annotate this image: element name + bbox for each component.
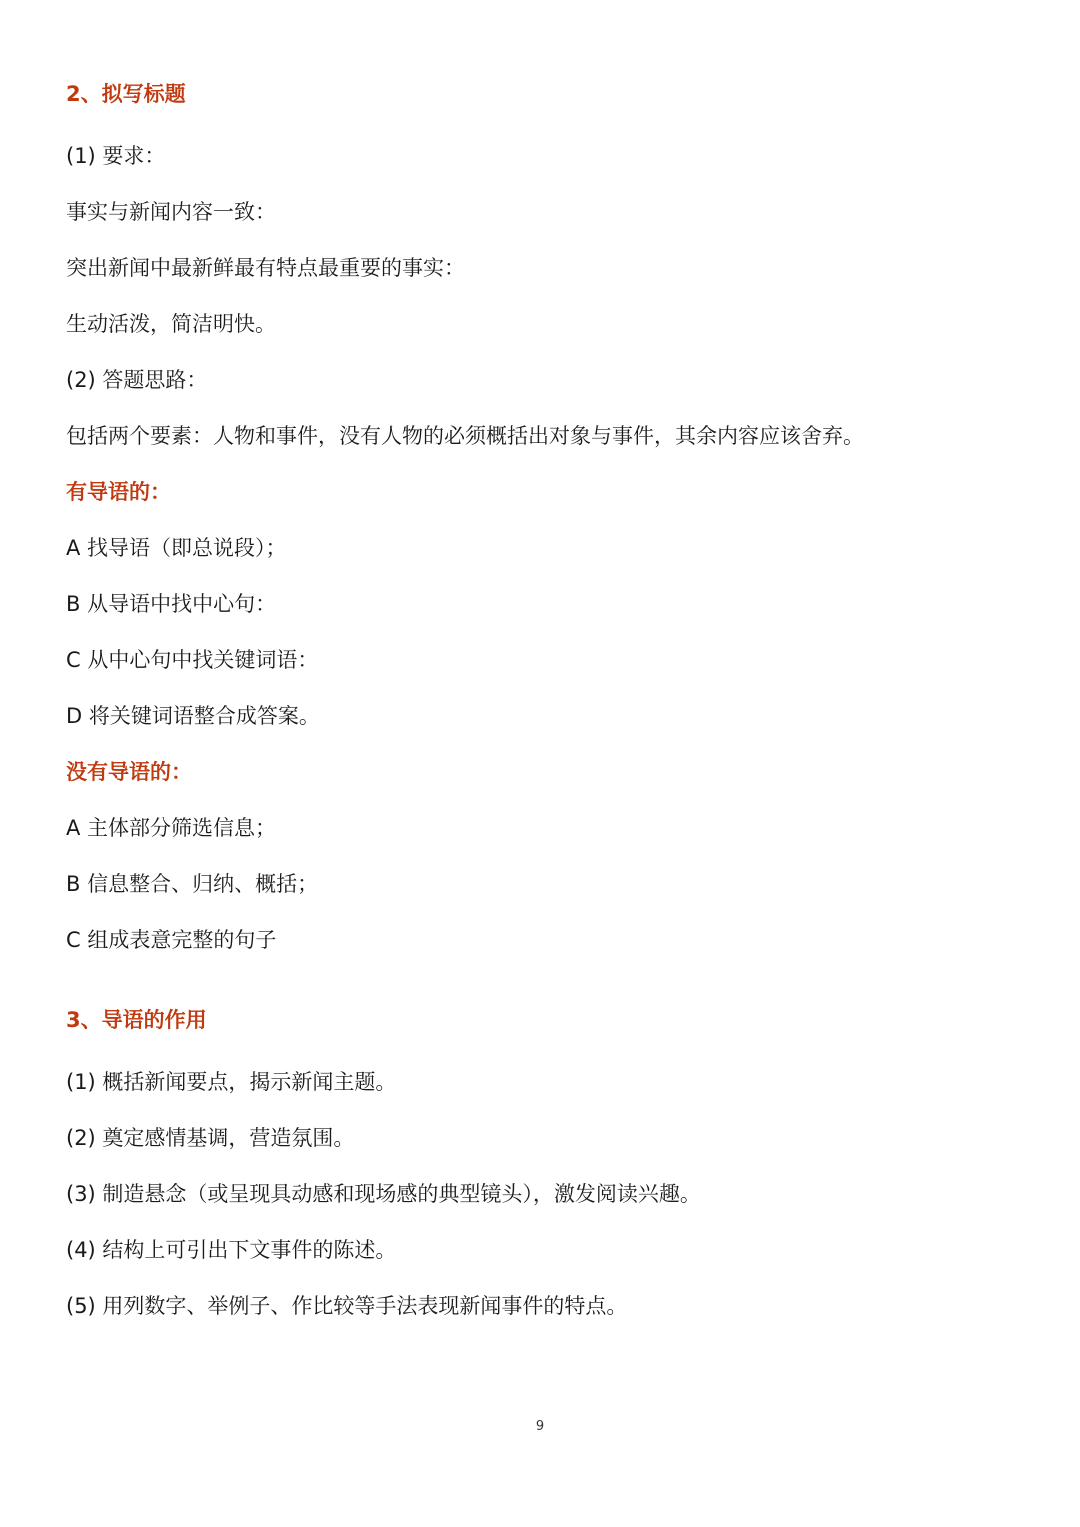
- with-lead-step-d: D 将关键词语整合成答案。: [66, 704, 320, 728]
- approach-label: (2) 答题思路：: [66, 368, 208, 392]
- section-2-heading: 2、拟写标题: [66, 82, 186, 106]
- requirement-item-1: 事实与新闻内容一致：: [66, 200, 276, 224]
- without-lead-heading: 没有导语的：: [66, 760, 192, 784]
- with-lead-heading: 有导语的：: [66, 480, 171, 504]
- without-lead-step-c: C 组成表意完整的句子: [66, 928, 277, 952]
- requirement-item-3: 生动活泼，简洁明快。: [66, 312, 276, 336]
- requirements-label: (1) 要求：: [66, 144, 166, 168]
- requirement-item-2: 突出新闻中最新鲜最有特点最重要的事实：: [66, 256, 465, 280]
- with-lead-step-c: C 从中心句中找关键词语：: [66, 648, 319, 672]
- without-lead-step-b: B 信息整合、归纳、概括；: [66, 872, 319, 896]
- lead-function-item-5: (5) 用列数字、举例子、作比较等手法表现新闻事件的特点。: [66, 1294, 628, 1318]
- page-number: 9: [535, 1419, 545, 1434]
- lead-function-item-4: (4) 结构上可引出下文事件的陈述。: [66, 1238, 397, 1262]
- without-lead-step-a: A 主体部分筛选信息；: [66, 816, 277, 840]
- with-lead-step-b: B 从导语中找中心句：: [66, 592, 277, 616]
- section-3-heading: 3、导语的作用: [66, 1008, 207, 1032]
- lead-function-item-1: (1) 概括新闻要点，揭示新闻主题。: [66, 1070, 397, 1094]
- lead-function-item-2: (2) 奠定感情基调，营造氛围。: [66, 1126, 355, 1150]
- with-lead-step-a: A 找导语（即总说段）；: [66, 536, 287, 560]
- lead-function-item-3: (3) 制造悬念（或呈现具动感和现场感的典型镜头），激发阅读兴趣。: [66, 1182, 701, 1206]
- approach-text: 包括两个要素：人物和事件，没有人物的必须概括出对象与事件，其余内容应该舍弃。: [66, 424, 864, 448]
